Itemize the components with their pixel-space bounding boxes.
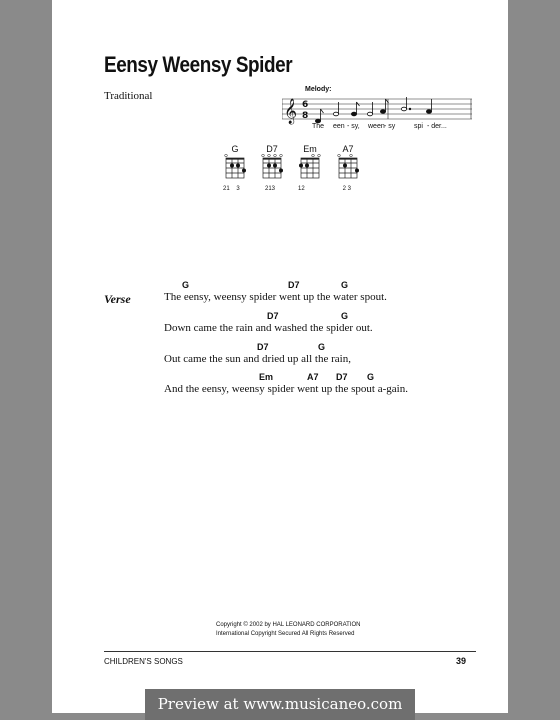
ukulele-chord-grid-icon xyxy=(260,154,284,180)
time-signature-top: 6 xyxy=(302,100,309,110)
chord-diagram-g xyxy=(223,144,247,194)
chord-diagram-name: Em xyxy=(303,144,317,154)
chord-symbol: D7 xyxy=(267,311,279,321)
chord-symbol: G xyxy=(182,280,190,290)
copyright-notice xyxy=(216,621,360,639)
chord-symbol: G xyxy=(367,372,375,382)
section-label-verse: Verse xyxy=(104,292,131,306)
ukulele-chord-grid-icon xyxy=(336,154,360,180)
ukulele-chord-grid-icon xyxy=(223,154,247,180)
melody-lyric: - sy, xyxy=(347,123,360,130)
composer-credit: Traditional xyxy=(104,90,153,102)
dot xyxy=(409,108,411,110)
note-head xyxy=(401,107,406,111)
note-head xyxy=(333,112,338,116)
melody-lyric: spi xyxy=(414,123,423,130)
page-number: 39 xyxy=(456,656,467,666)
lyric-line: Out came the sun and dried up all the rain, xyxy=(164,353,351,365)
lyric-line: Down came the rain and washed the spider out. xyxy=(164,322,373,334)
melody-lyric: een xyxy=(333,123,345,130)
copyright-line: International Copyright Secured All Rights Reserved xyxy=(216,631,355,637)
time-signature-bottom: 8 xyxy=(302,111,309,121)
preview-banner-link[interactable]: Preview at www.musicaneo.com xyxy=(145,689,415,720)
song-title: Eensy Weensy Spider xyxy=(104,52,293,77)
chord-symbol: G xyxy=(341,311,349,321)
chord-fingering: 21 3 xyxy=(223,186,240,192)
chord-symbol: G xyxy=(318,342,326,352)
ukulele-chord-grid-icon xyxy=(298,154,322,180)
note-head xyxy=(351,112,356,116)
chord-symbol: G xyxy=(341,280,349,290)
note-head xyxy=(426,110,431,114)
melody-lyric: - sy xyxy=(384,123,396,130)
chord-diagram-name: A7 xyxy=(342,144,354,154)
chord-symbol: D7 xyxy=(288,280,300,290)
chord-symbol: D7 xyxy=(336,372,348,382)
chord-fingering: 2 3 xyxy=(336,186,352,192)
note-head xyxy=(367,112,372,116)
footer-divider xyxy=(104,651,476,652)
chord-diagram-em xyxy=(298,144,322,194)
melody-lyric: - der... xyxy=(427,123,447,130)
sheet-page xyxy=(52,0,508,713)
chord-symbol: Em xyxy=(259,372,274,382)
lyric-line: And the eensy, weensy spider went up the spout a-gain. xyxy=(164,383,408,395)
chord-diagram-a7 xyxy=(336,144,360,194)
chord-symbol: A7 xyxy=(307,372,319,382)
note-head xyxy=(380,110,385,114)
melody-staff xyxy=(282,93,474,125)
treble-clef-icon: 𝄞 xyxy=(284,99,298,124)
melody-lyric: The xyxy=(312,123,325,130)
chord-fingering: 213 xyxy=(260,186,276,192)
chord-diagram-name: D7 xyxy=(266,144,278,154)
melody-label: Melody: xyxy=(305,86,332,93)
book-title: CHILDREN'S SONGS xyxy=(104,657,183,666)
chord-fingering: 12 xyxy=(298,186,305,192)
melody-lyric: ween xyxy=(368,123,385,130)
chord-diagram-name: G xyxy=(231,144,239,154)
copyright-line: Copyright © 2002 by HAL LEONARD CORPORATION xyxy=(216,622,361,628)
chord-symbol: D7 xyxy=(257,342,269,352)
lyric-line: The eensy, weensy spider went up the water spout. xyxy=(164,291,387,303)
chord-diagram-d7 xyxy=(260,144,284,194)
